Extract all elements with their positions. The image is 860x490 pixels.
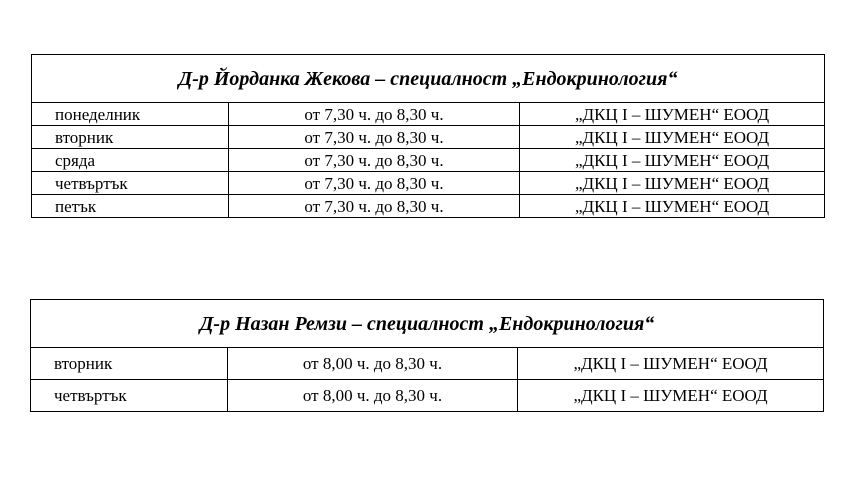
day-cell: петък [32, 195, 229, 218]
schedule-table-zhekova [31, 54, 825, 218]
table-row [32, 126, 825, 149]
hours-cell: от 7,30 ч. до 8,30 ч. [229, 149, 520, 172]
place-cell: „ДКЦ І – ШУМЕН“ ЕООД [520, 149, 825, 172]
hours-cell: от 7,30 ч. до 8,30 ч. [229, 126, 520, 149]
day-cell: четвъртък [32, 172, 229, 195]
day-cell: вторник [32, 126, 229, 149]
hours-cell: от 7,30 ч. до 8,30 ч. [229, 103, 520, 126]
place-cell: „ДКЦ І – ШУМЕН“ ЕООД [520, 195, 825, 218]
schedule-table-remzi [30, 299, 824, 412]
place-cell: „ДКЦ І – ШУМЕН“ ЕООД [520, 126, 825, 149]
place-cell: „ДКЦ І – ШУМЕН“ ЕООД [520, 172, 825, 195]
table-row [32, 149, 825, 172]
doctor-title: Д-р Назан Ремзи – специалност „Ендокринология“ [31, 300, 824, 348]
hours-cell: от 7,30 ч. до 8,30 ч. [229, 195, 520, 218]
day-cell: понеделник [32, 103, 229, 126]
day-cell: сряда [32, 149, 229, 172]
place-cell: „ДКЦ І – ШУМЕН“ ЕООД [520, 103, 825, 126]
hours-cell: от 8,00 ч. до 8,30 ч. [228, 348, 518, 380]
table-row [32, 103, 825, 126]
table-row [31, 348, 824, 380]
table-row [32, 172, 825, 195]
day-cell: вторник [31, 348, 228, 380]
day-cell: четвъртък [31, 380, 228, 412]
doctor-title: Д-р Йорданка Жекова – специалност „Ендокринология“ [32, 55, 825, 103]
place-cell: „ДКЦ І – ШУМЕН“ ЕООД [518, 348, 824, 380]
hours-cell: от 7,30 ч. до 8,30 ч. [229, 172, 520, 195]
table-row [32, 195, 825, 218]
table-row [31, 380, 824, 412]
place-cell: „ДКЦ І – ШУМЕН“ ЕООД [518, 380, 824, 412]
hours-cell: от 8,00 ч. до 8,30 ч. [228, 380, 518, 412]
